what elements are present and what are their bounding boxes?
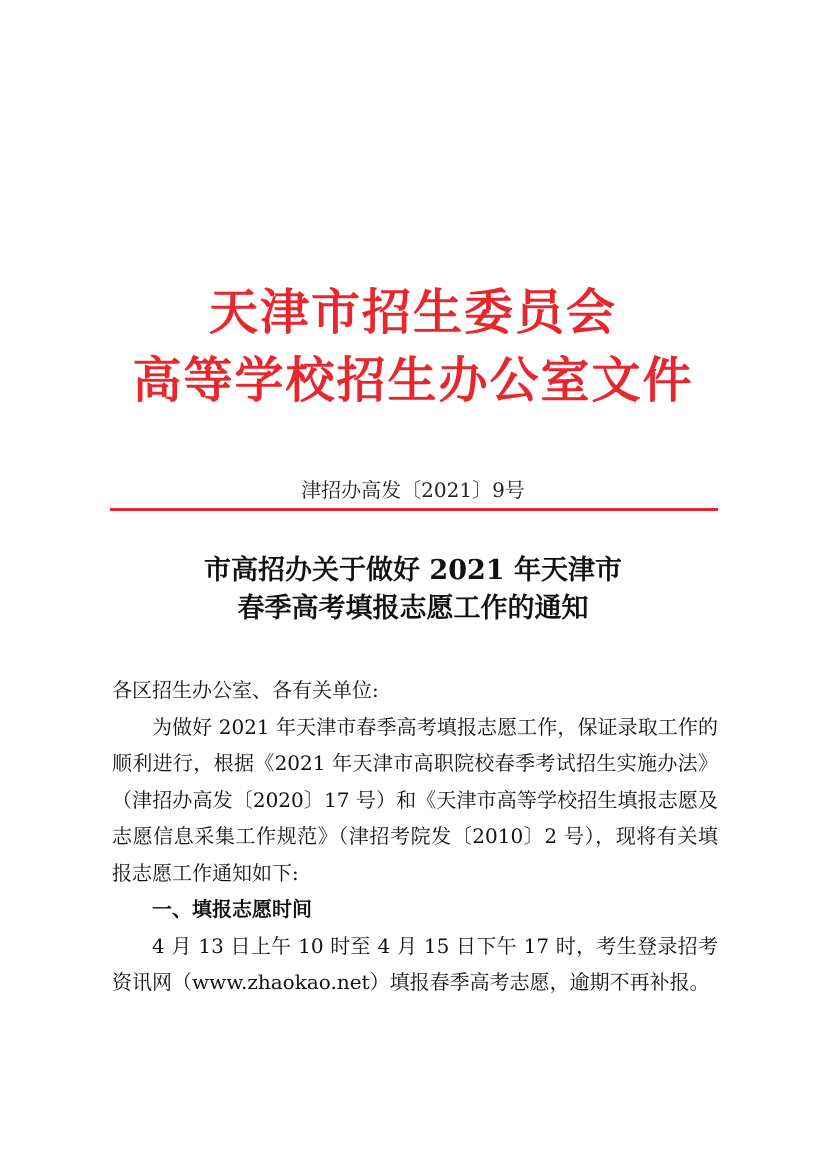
document-number: 津招办高发〔2021〕9号	[301, 478, 525, 502]
header-line-1: 天津市招生委员会	[208, 283, 617, 341]
notice-title	[0, 552, 826, 628]
salutation: 各区招生办公室、各有关单位:	[112, 678, 379, 702]
notice-body	[112, 672, 718, 1001]
red-divider	[110, 508, 718, 511]
section-heading-1: 一、填报志愿时间	[152, 897, 312, 921]
paragraph-time: 4 月 13 日上午 10 时至 4 月 15 日下午 17 时，考生登录招考资讯网（www.zhaokao.net）填报春季高考志愿，逾期不再补报。	[112, 933, 718, 994]
document-header	[0, 278, 826, 414]
header-line-2: 高等学校招生办公室文件	[132, 351, 694, 409]
paragraph-intro: 为做好 2021 年天津市春季高考填报志愿工作，保证录取工作的顺利进行，根据《2021 年天津市高职院校春季考试招生实施办法》（津招办高发〔2020〕17 号）和《天津市高等学校招生填报志愿及志愿信息采集工作规范》（津招考院发〔2010〕2 号），现将有关填报志愿工作通知如下:	[112, 714, 718, 885]
title-line-1: 市高招办关于做好 2021 年天津市	[204, 555, 622, 586]
title-line-2: 春季高考填报志愿工作的通知	[237, 593, 589, 624]
